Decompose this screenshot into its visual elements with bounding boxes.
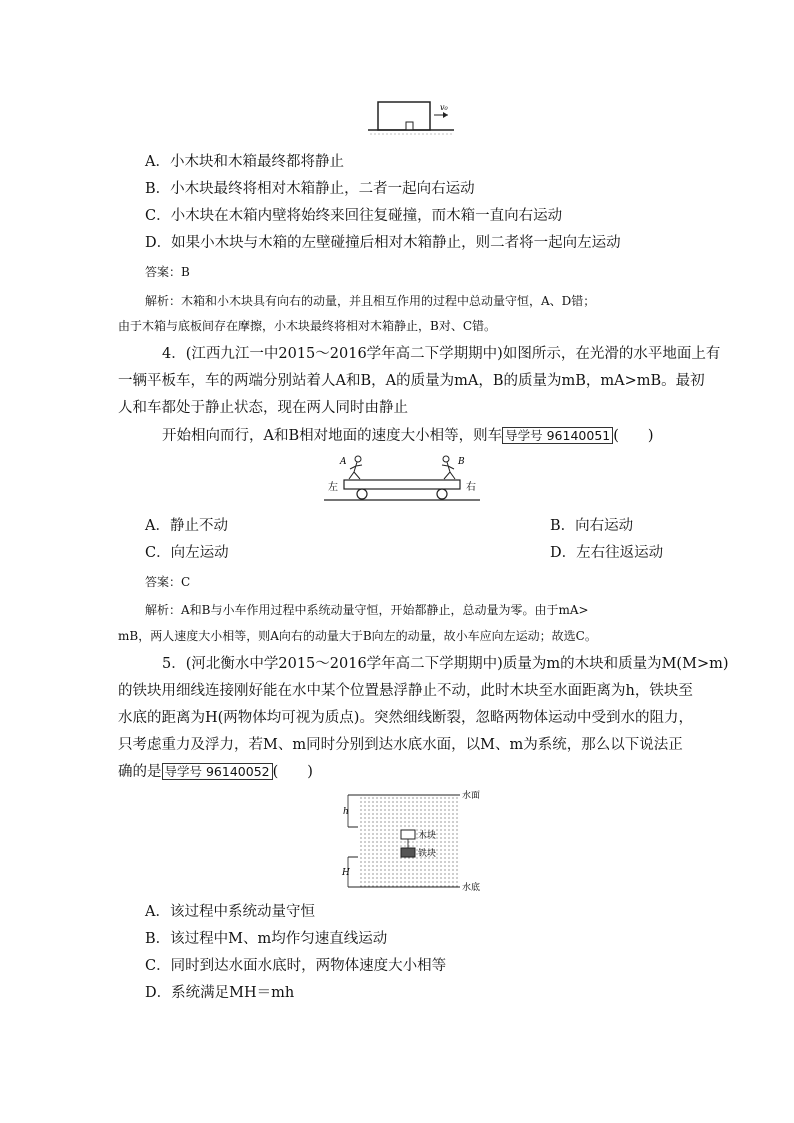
q4-code-box: 导学号 96140051	[502, 427, 613, 444]
q3-option-b: B．小木块最终将相对木箱静止，二者一起向右运动	[145, 181, 475, 197]
iron-label: 铁块	[418, 849, 437, 859]
q4-stem-line-2: 一辆平板车，车的两端分别站着人A和B，A的质量为mA，B的质量为mB，mA>mB。最初	[118, 373, 705, 389]
box-figure	[368, 96, 458, 136]
answer-label: 答案：	[145, 575, 182, 589]
q4-stem-line-3: 人和车都处于静止状态，现在两人同时由静止	[118, 400, 408, 416]
q4-option-d: D．左右往返运动	[550, 545, 664, 561]
q4-stem-line-1: 4．(江西九江一中2015～2016学年高二下学期期中)如图所示，在光滑的水平地面上有	[162, 346, 721, 362]
q4-analysis-line-2: mB，两人速度大小相等，则A向右的动量大于B向左的动量，故小车应向左运动；故选C。	[118, 629, 597, 643]
q5-option-d: D．系统满足MH＝mh	[145, 985, 295, 1001]
H-label: H	[342, 868, 350, 878]
q5-stem-line-4: 只考虑重力及浮力，若M、m同时分别到达水底水面，以M、m为系统，那么以下说法正	[118, 737, 683, 753]
iron-block	[401, 848, 415, 857]
surface-label: 水面	[462, 791, 481, 801]
answer-value: C	[181, 575, 191, 589]
water-figure	[328, 789, 498, 895]
answer-label: 答案：	[145, 265, 182, 279]
left-label: 左	[328, 482, 338, 493]
q4-stem-text: 开始相向而行，A和B相对地面的速度大小相等，则车	[162, 428, 503, 444]
bottom-label: 水底	[462, 883, 481, 893]
q5-code-box: 导学号 96140052	[162, 763, 273, 780]
q3-answer	[145, 262, 190, 282]
cart-platform	[344, 480, 460, 489]
q5-stem-line-3: 水底的距离为H(两物体均可视为质点)。突然细线断裂，忽略两物体运动中受到水的阻力，	[118, 710, 693, 726]
small-block	[406, 122, 413, 130]
q3-analysis-line-1: 解析：木箱和小木块具有向右的动量，并且相互作用的过程中总动量守恒，A、D错；	[145, 294, 596, 308]
velocity-label: v₀	[440, 103, 448, 112]
q5-option-b: B．该过程中M、m均作匀速直线运动	[145, 931, 388, 947]
q4-options-row-1	[145, 516, 634, 536]
h-label: h	[343, 807, 349, 817]
q4-option-b: B．向右运动	[550, 518, 634, 534]
q3-option-a: A．小木块和木箱最终都将静止	[145, 154, 344, 170]
wood-label: 木块	[418, 831, 437, 841]
q5-option-a: A．该过程中系统动量守恒	[145, 904, 315, 920]
q5-stem-line-2: 的铁块用细线连接刚好能在水中某个位置悬浮静止不动，此时木块至水面距离为h，铁块至	[118, 683, 693, 699]
cart-figure	[322, 452, 482, 508]
right-label: 右	[466, 482, 476, 493]
q4-paren: ( )	[613, 428, 654, 444]
q4-options-row-2	[145, 543, 664, 563]
q3-option-c: C．小木块在木箱内壁将始终来回往复碰撞，而木箱一直向右运动	[145, 208, 563, 224]
wood-block	[401, 830, 415, 839]
person-b-icon	[442, 456, 455, 479]
answer-value: B	[181, 265, 190, 279]
q5-paren: ( )	[272, 764, 313, 780]
person-a-label: A	[340, 457, 347, 467]
person-b-label: B	[458, 457, 465, 467]
q3-analysis-line-2: 由于木箱与底板间存在摩擦，小木块最终将相对木箱静止，B对、C错。	[118, 319, 497, 333]
q3-option-d: D．如果小木块与木箱的左壁碰撞后相对木箱静止，则二者将一起向左运动	[145, 235, 621, 251]
q5-stem-line-1: 5．(河北衡水中学2015～2016学年高二下学期期中)质量为m的木块和质量为M(M>m)	[162, 656, 729, 672]
q4-option-c: C．向左运动	[145, 545, 229, 561]
q4-answer	[145, 572, 190, 592]
wooden-box	[378, 102, 430, 130]
q5-stem-line-5	[118, 762, 313, 782]
q4-analysis-line-1: 解析：A和B与小车作用过程中系统动量守恒，开始都静止，总动量为零。由于mA>	[145, 603, 589, 617]
person-a-icon	[349, 456, 362, 479]
q4-stem-line-4	[162, 426, 654, 446]
water-body	[358, 795, 460, 887]
cart-wheel-right	[437, 489, 447, 499]
q5-option-c: C．同时到达水面水底时，两物体速度大小相等	[145, 958, 447, 974]
q5-stem-text: 确的是	[118, 764, 162, 780]
cart-wheel-left	[357, 489, 367, 499]
q4-option-a: A．静止不动	[145, 518, 228, 534]
